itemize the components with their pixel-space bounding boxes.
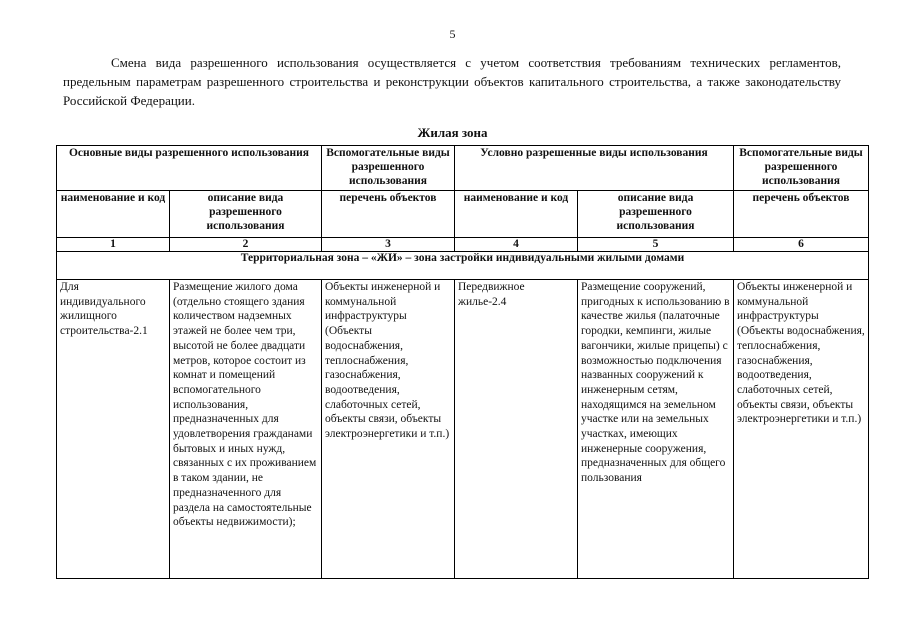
column-number: 6	[734, 238, 869, 252]
column-number: 2	[170, 238, 322, 252]
cell-cond-desc: Размещение сооружений, пригодных к использованию в качестве жилья (палаточные городки, кемпинги, жилые вагончики, жилые прицепы) с возможностью подключения названных сооружений к инженерным сетям, находящимся на земельном участке или на земельных участках, имеющих инженерные сооружения, предназначенных для общего пользования	[578, 280, 734, 579]
subheader-cond-desc: описание вида разрешенного использования	[578, 191, 734, 238]
header-conditional-uses: Условно разрешенные виды использования	[455, 146, 734, 191]
table-row	[57, 280, 869, 579]
cell-main-name: Для индивидуального жилищного строительства-2.1	[57, 280, 170, 579]
cell-main-desc: Размещение жилого дома (отдельно стоящего здания количеством надземных этажей не более чем три, высотой не более двадцати метров, которое состоит из комнат и помещений вспомогательного использования, предназначенных для удовлетворения гражданами бытовых и иных нужд, связанных с их проживанием в таком здании, не предназначенного для раздела на самостоятельные объекты недвижимости);	[170, 280, 322, 579]
subheader-main-name: наименование и код	[57, 191, 170, 238]
page-number: 5	[449, 27, 456, 41]
territorial-zone-title: Территориальная зона – «ЖИ» – зона застройки индивидуальными жилыми домами	[57, 252, 869, 280]
column-number: 5	[578, 238, 734, 252]
group-header-row	[57, 146, 869, 191]
header-aux-uses-2: Вспомогательные виды разрешенного использования	[734, 146, 869, 191]
subheader-aux2-list: перечень объектов	[734, 191, 869, 238]
cell-aux2-list: Объекты инженерной и коммунальной инфраструктуры (Объекты водоснабжения, теплоснабжения, газоснабжения, водоотведения, слаботочных сетей, объекты связи, объекты электроэнергетики и т.п.)	[734, 280, 869, 579]
territorial-zone-row	[57, 252, 869, 280]
column-number: 3	[322, 238, 455, 252]
header-main-uses: Основные виды разрешенного использования	[57, 146, 322, 191]
column-number: 1	[57, 238, 170, 252]
cell-cond-name: Передвижное жилье-2.4	[455, 280, 578, 579]
land-use-table	[56, 145, 869, 579]
sub-header-row	[57, 191, 869, 238]
header-aux-uses: Вспомогательные виды разрешенного использования	[322, 146, 455, 191]
intro-paragraph: Смена вида разрешенного использования осуществляется с учетом соответствия требованиям технических регламентов, предельным параметрам разрешенного строительства и реконструкции объектов капитального строительства, а также законодательству Российской Федерации.	[63, 55, 841, 108]
cell-aux-list: Объекты инженерной и коммунальной инфраструктуры (Объекты водоснабжения, теплоснабжения, газоснабжения, водоотведения, слаботочных сетей, объекты связи, объекты электроэнергетики и т.п.)	[322, 280, 455, 579]
subheader-main-desc: описание вида разрешенного использования	[170, 191, 322, 238]
subheader-aux-list: перечень объектов	[322, 191, 455, 238]
column-number-row	[57, 238, 869, 252]
subheader-cond-name: наименование и код	[455, 191, 578, 238]
zone-title: Жилая зона	[417, 125, 488, 140]
column-number: 4	[455, 238, 578, 252]
